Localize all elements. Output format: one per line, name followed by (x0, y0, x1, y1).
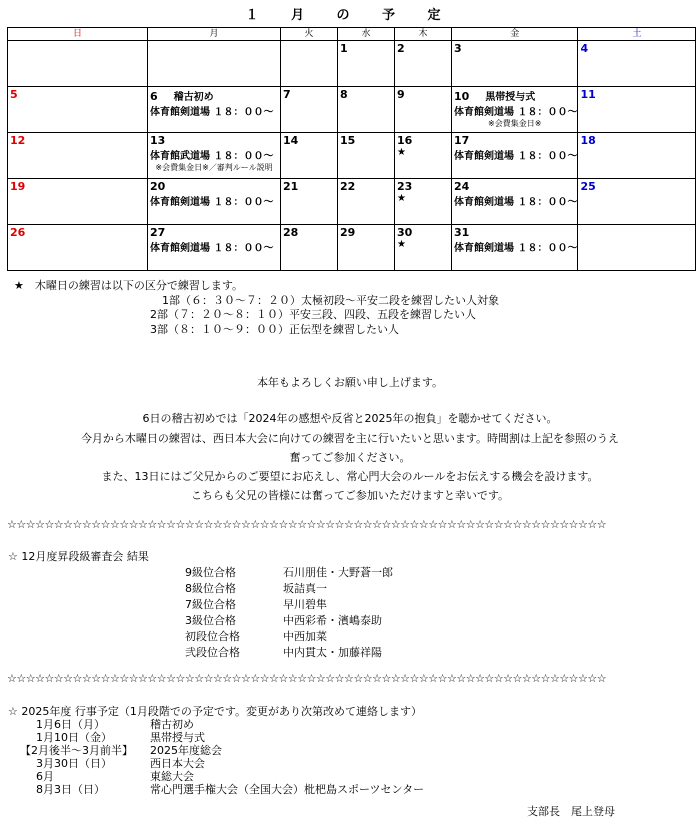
schedule-event: 稽古初め (150, 718, 194, 731)
calendar-day-cell (578, 225, 696, 271)
calendar-day-cell (281, 41, 338, 87)
day-number: 10 (454, 90, 470, 103)
exam-names: 石川朋佳・大野蒼一郎 (283, 566, 393, 579)
day-number: 24 (454, 180, 470, 193)
calendar-day-cell (395, 133, 452, 179)
calendar-week (8, 179, 696, 225)
day-number (578, 225, 695, 226)
calendar-table (7, 27, 696, 271)
day-number: 14 (283, 134, 299, 147)
day-event-title: 稽古初め (173, 92, 214, 103)
weekday-sat: 土 (578, 28, 696, 41)
weekday-thu: 木 (395, 28, 452, 41)
calendar-day-cell (578, 41, 696, 87)
message-line: こちらも父兄の皆様には奮ってご参加いただけますと幸いです。 (190, 489, 510, 502)
day-number (8, 41, 147, 42)
day-number: 19 (10, 180, 26, 193)
calendar-day-cell (148, 41, 281, 87)
calendar-day-cell (338, 87, 395, 133)
signature: 支部長 尾上登母 (527, 805, 615, 818)
calendar-week (8, 225, 696, 271)
practice-location: 体育館剣道場 １８：００～ (454, 151, 578, 162)
weekday-header (8, 28, 696, 41)
day-heading (148, 87, 280, 103)
calendar-day-cell (281, 225, 338, 271)
day-number: 25 (580, 180, 596, 193)
exam-grade: 初段位合格 (185, 630, 240, 643)
day-number (281, 41, 337, 42)
calendar-week (8, 87, 696, 133)
exam-names: 中西加菜 (283, 630, 327, 643)
calendar-day-cell (578, 87, 696, 133)
calendar-day-cell (338, 179, 395, 225)
day-number: 11 (580, 88, 596, 101)
schedule-event: 東総大会 (150, 770, 194, 783)
calendar-day-cell (338, 225, 395, 271)
practice-location: 体育館剣道場 １８：００～ (454, 243, 578, 254)
exam-grade: 9級位合格 (185, 566, 236, 579)
calendar-day-cell (281, 133, 338, 179)
calendar-day-cell (452, 179, 578, 225)
calendar-day-cell (338, 41, 395, 87)
day-number: 21 (283, 180, 299, 193)
calendar-day-cell (8, 133, 148, 179)
day-number: 20 (150, 180, 166, 193)
schedule-date: 1月10日（金） (36, 731, 112, 744)
schedule-event: 2025年度総会 (150, 744, 222, 757)
weekday-tue: 火 (281, 28, 338, 41)
exam-grade: 7級位合格 (185, 598, 236, 611)
schedule-event: 西日本大会 (150, 757, 205, 770)
weekday-fri: 金 (452, 28, 578, 41)
weekday-mon: 月 (148, 28, 281, 41)
star-divider: ☆☆☆☆☆☆☆☆☆☆☆☆☆☆☆☆☆☆☆☆☆☆☆☆☆☆☆☆☆☆☆☆☆☆☆☆☆☆☆☆☆☆☆☆☆☆☆☆☆☆☆☆☆☆☆☆☆☆☆☆☆☆☆☆ (7, 672, 607, 685)
exam-grade: 弐段位合格 (185, 646, 240, 659)
practice-location: 体育館剣道場 １８：００～ (454, 197, 578, 208)
day-number: 16 (397, 134, 413, 147)
message-line: 奮ってご参加ください。 (289, 451, 411, 464)
day-number: 15 (340, 134, 356, 147)
day-number: 23 (397, 180, 413, 193)
exam-names: 早川碧隼 (283, 598, 327, 611)
day-number: 18 (580, 134, 596, 147)
calendar-day-cell (395, 87, 452, 133)
schedule-date: 3月30日（日） (36, 757, 112, 770)
calendar-day-cell (578, 133, 696, 179)
weekday-sun: 日 (8, 28, 148, 41)
exam-grade: 3級位合格 (185, 614, 236, 627)
day-number: 2 (397, 42, 405, 55)
calendar-day-cell (452, 133, 578, 179)
star-marker: ★ (397, 239, 406, 250)
calendar-day-cell (281, 87, 338, 133)
message-line: 6日の稽古初めでは「2024年の感想や反省と2025年の抱負」を聴かせてください。 (142, 412, 558, 425)
calendar-day-cell (395, 179, 452, 225)
thursday-part-3: 3部（８：１０～９：００）正伝型を練習したい人 (150, 323, 399, 336)
schedule-date: 1月6日（月） (36, 718, 105, 731)
schedule-event: 常心門選手権大会（全国大会）枇杷島スポーツセンター (150, 783, 425, 796)
practice-location: 体育館剣道場 １８：００～ (150, 243, 274, 254)
calendar-week (8, 41, 696, 87)
thursday-note-header: ★ 木曜日の練習は以下の区分で練習します。 (14, 279, 243, 292)
day-number: 7 (283, 88, 291, 101)
practice-location: 体育館剣道場 １８：００～ (454, 107, 578, 118)
practice-location: 体育館剣道場 １８：００～ (150, 197, 274, 208)
day-number: 28 (283, 226, 299, 239)
schedule-header: ☆ 2025年度 行事予定（1月段階での予定です。変更があり次第改めて連絡します） (8, 705, 422, 718)
exam-names: 中内貫太・加藤祥陽 (283, 646, 382, 659)
calendar-day-cell (8, 225, 148, 271)
day-number: 4 (580, 42, 589, 55)
star-marker: ★ (397, 193, 406, 204)
exam-grade: 8級位合格 (185, 582, 236, 595)
day-number: 29 (340, 226, 356, 239)
day-number: 12 (10, 134, 26, 147)
day-note: ※会費集金日※／審判ルール説明 (155, 163, 273, 172)
day-number: 27 (150, 226, 166, 239)
calendar-day-cell (338, 133, 395, 179)
schedule-date: 8月3日（日） (36, 783, 105, 796)
calendar-week (8, 133, 696, 179)
day-number: 13 (150, 134, 166, 147)
day-number (148, 41, 280, 42)
day-number: 9 (397, 88, 405, 101)
day-number: 6 (150, 90, 158, 103)
message-greeting: 本年もよろしくお願い申し上げます。 (256, 376, 444, 389)
calendar-day-cell (148, 179, 281, 225)
calendar-day-cell (452, 41, 578, 87)
exam-names: 中西彩希・濱嶋泰助 (283, 614, 382, 627)
weekday-wed: 水 (338, 28, 395, 41)
day-heading (452, 87, 577, 103)
day-number: 1 (340, 42, 348, 55)
calendar-day-cell (148, 87, 281, 133)
day-number: 30 (397, 226, 413, 239)
exam-header: ☆ 12月度昇段級審査会 結果 (8, 550, 149, 563)
day-number: 8 (340, 88, 348, 101)
thursday-part-1: 1部（６：３０～７：２０）太極初段～平安二段を練習したい人対象 (162, 294, 499, 307)
day-number: 26 (10, 226, 26, 239)
day-number: 3 (454, 42, 462, 55)
day-note: ※会費集金日※ (488, 119, 542, 128)
message-line: また、13日にはご父兄からのご要望にお応えし、常心門大会のルールをお伝えする機会を設けます。 (101, 470, 599, 483)
schedule-event: 黒帯授与式 (150, 731, 205, 744)
star-marker: ★ (397, 147, 406, 158)
star-divider: ☆☆☆☆☆☆☆☆☆☆☆☆☆☆☆☆☆☆☆☆☆☆☆☆☆☆☆☆☆☆☆☆☆☆☆☆☆☆☆☆☆☆☆☆☆☆☆☆☆☆☆☆☆☆☆☆☆☆☆☆☆☆☆☆ (7, 518, 607, 531)
calendar-day-cell (395, 225, 452, 271)
calendar-day-cell (395, 41, 452, 87)
calendar-day-cell (281, 179, 338, 225)
calendar-day-cell (148, 133, 281, 179)
practice-location: 体育館武道場 １８：００～ (150, 151, 274, 162)
calendar-day-cell (578, 179, 696, 225)
day-event-title: 黒帯授与式 (485, 92, 536, 103)
message-line: 今月から木曜日の練習は、西日本大会に向けての練習を主に行いたいと思います。時間割は上記を参照のうえ (80, 432, 620, 445)
thursday-part-2: 2部（７：２０～８：１０）平安三段、四段、五段を練習したい人 (150, 308, 476, 321)
page-title: １ 月 の 予 定 (245, 8, 455, 23)
calendar-day-cell (8, 87, 148, 133)
calendar-day-cell (452, 87, 578, 133)
calendar-day-cell (8, 179, 148, 225)
schedule-date: 6月 (36, 770, 54, 783)
calendar-day-cell (452, 225, 578, 271)
calendar-day-cell (148, 225, 281, 271)
practice-location: 体育館剣道場 １８：００～ (150, 107, 274, 118)
day-number: 5 (10, 88, 18, 101)
day-number: 22 (340, 180, 356, 193)
schedule-date: 【2月後半～3月前半】 (20, 744, 133, 757)
day-number: 17 (454, 134, 470, 147)
exam-names: 坂詰真一 (283, 582, 327, 595)
day-number: 31 (454, 226, 470, 239)
calendar-day-cell (8, 41, 148, 87)
